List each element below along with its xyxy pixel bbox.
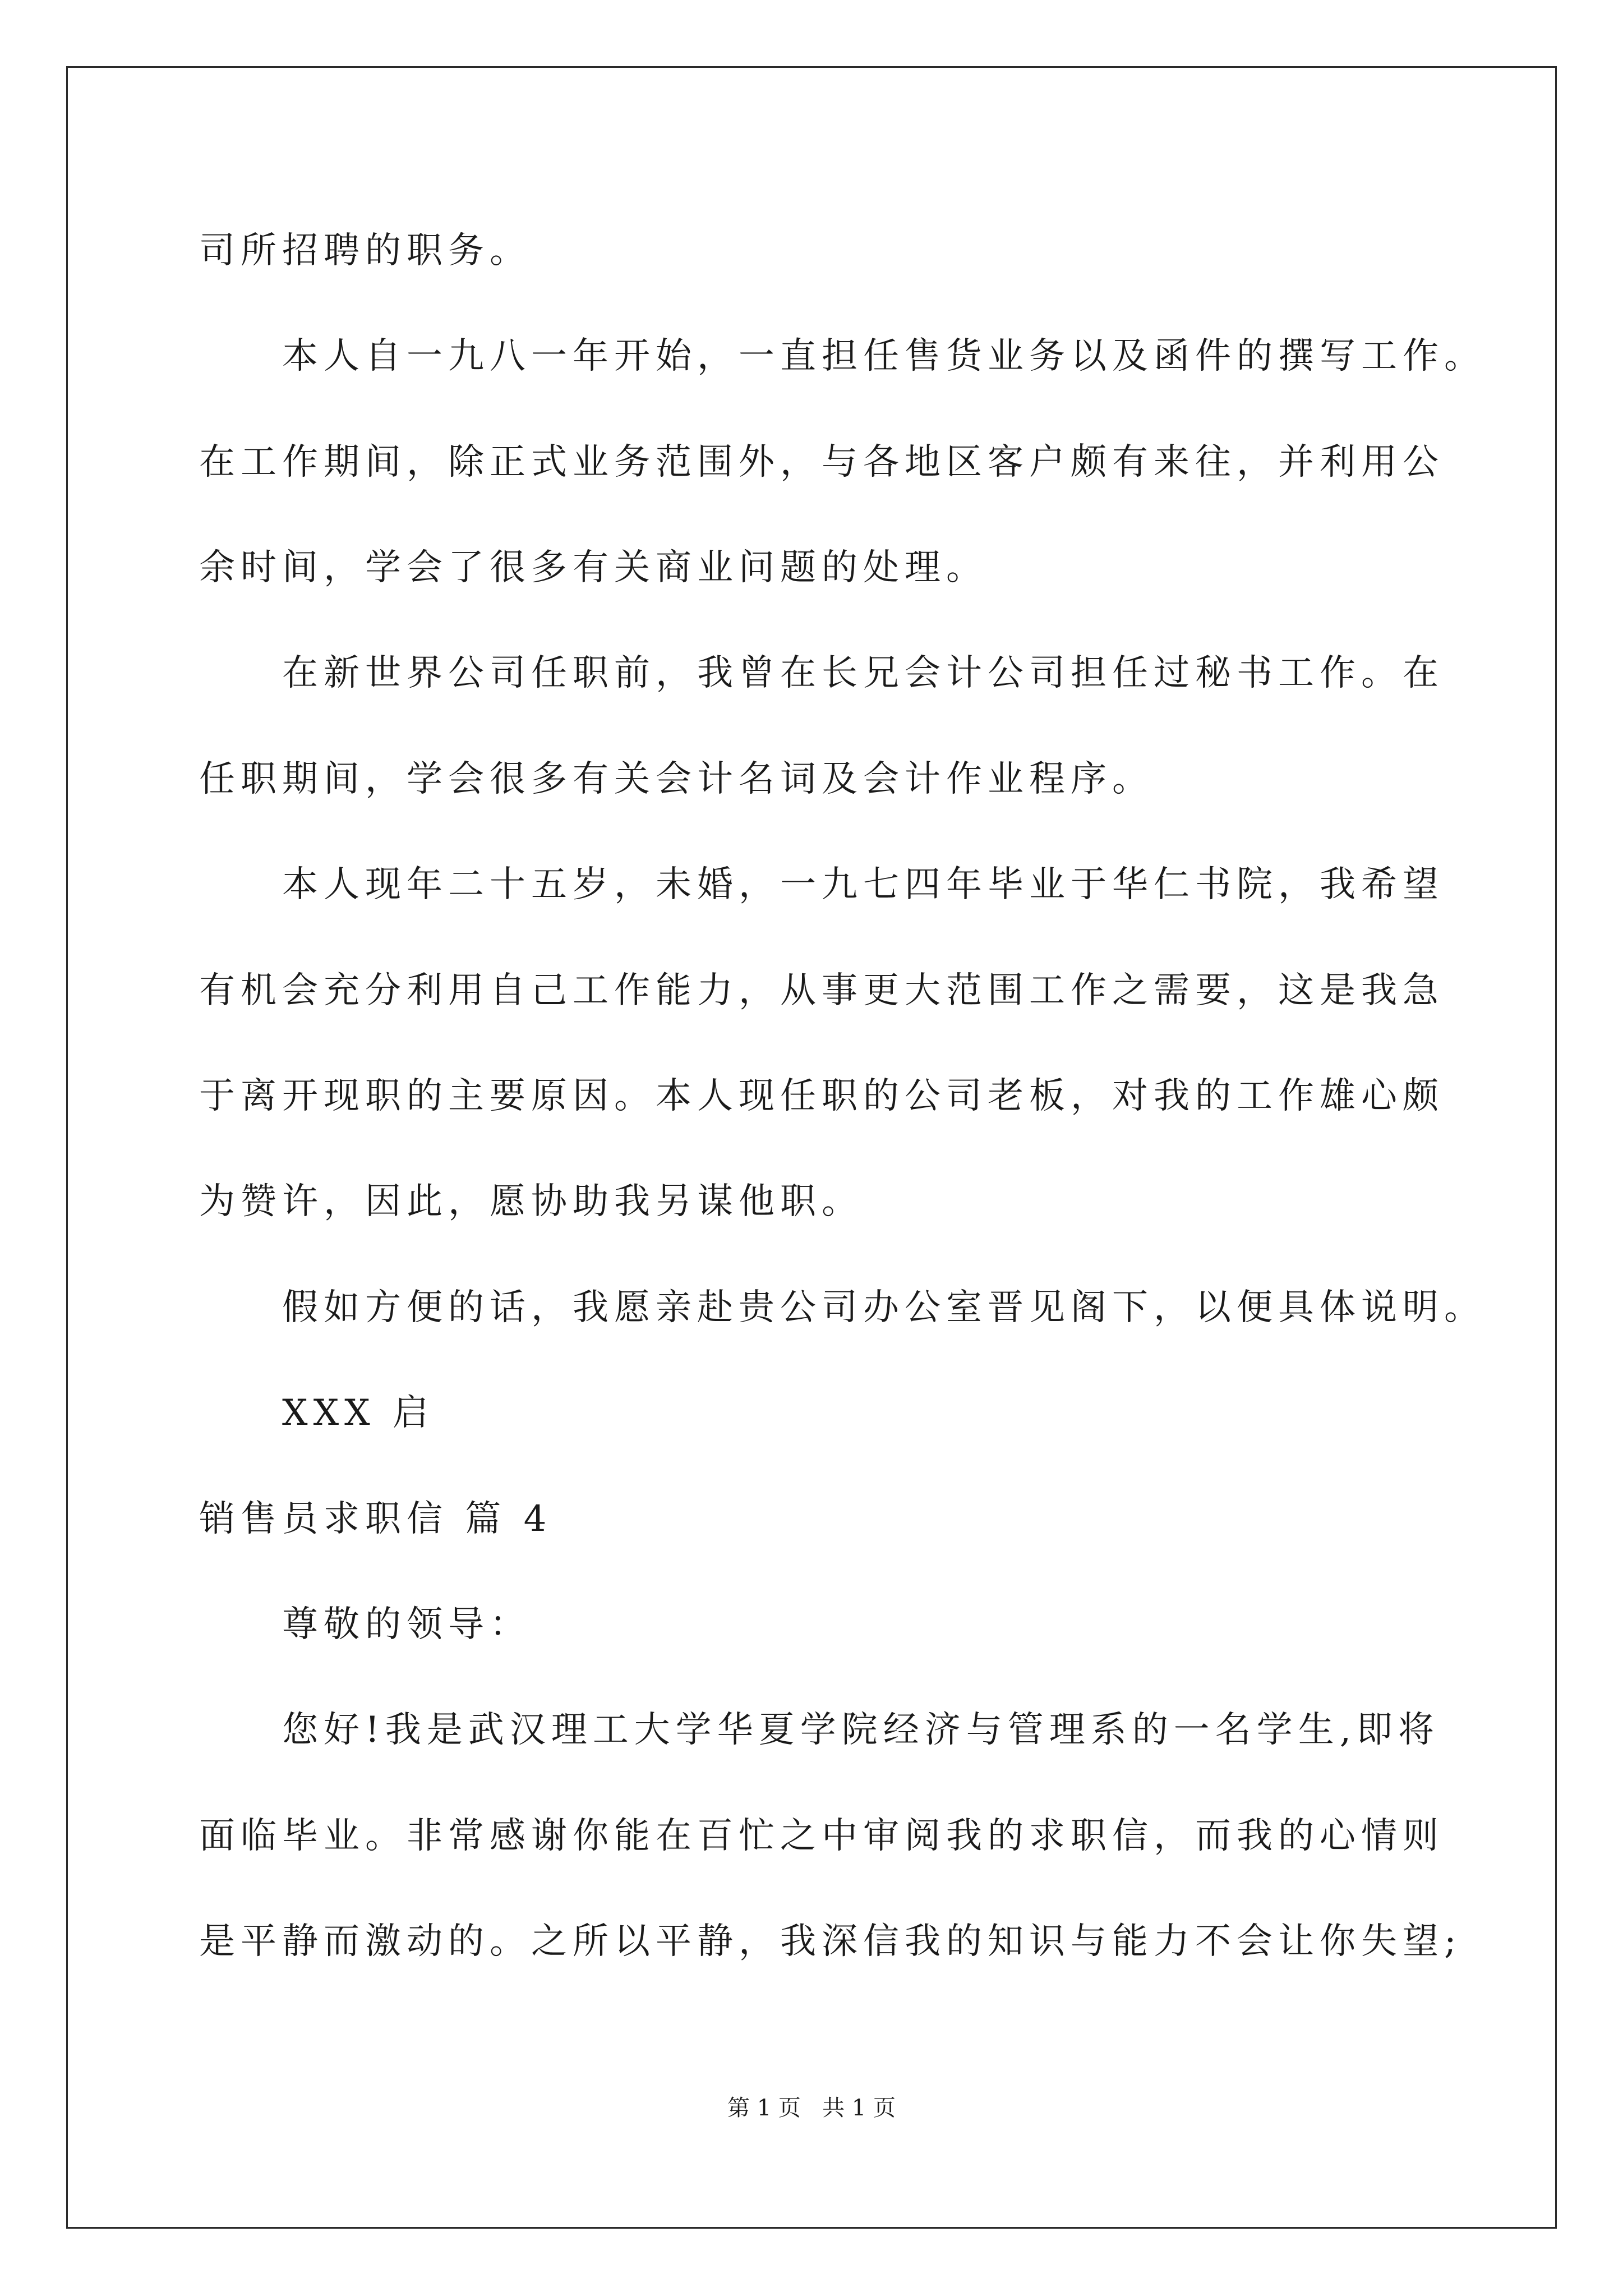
text-line: 余时间，学会了很多有关商业问题的处理。 (199, 547, 988, 588)
section-heading: 销售员求职信 篇 4 (199, 1498, 552, 1540)
text-line: 有机会充分利用自己工作能力，从事更大范围工作之需要，这是我急 (199, 970, 1444, 1011)
text-line: 是平静而激动的。之所以平静，我深信我的知识与能力不会让你失望; (199, 1921, 1462, 1962)
text-line: 您好!我是武汉理工大学华夏学院经济与管理系的一名学生,即将 (282, 1709, 1440, 1751)
text-line: 司所招聘的职务。 (199, 230, 531, 272)
text-line: 为赞许，因此，愿协助我另谋他职。 (199, 1181, 863, 1222)
text-line: 假如方便的话，我愿亲赴贵公司办公室晋见阁下，以便具体说明。 (282, 1287, 1486, 1328)
text-line: 于离开现职的主要原因。本人现任职的公司老板，对我的工作雄心颇 (199, 1075, 1444, 1117)
text-line: 面临毕业。非常感谢你能在百忙之中审阅我的求职信，而我的心情则 (199, 1815, 1444, 1857)
page-footer: 第 1 页 共 1 页 (727, 2095, 896, 2121)
text-line: 在新世界公司任职前，我曾在长兄会计公司担任过秘书工作。在 (282, 652, 1444, 694)
salutation: 尊敬的领导： (282, 1604, 531, 1645)
page-border (66, 66, 1557, 2229)
signature: XXX 启 (282, 1392, 435, 1434)
text-line: 在工作期间，除正式业务范围外，与各地区客户颇有来往，并利用公 (199, 441, 1444, 483)
text-line: 本人自一九八一年开始，一直担任售货业务以及函件的撰写工作。 (282, 335, 1486, 377)
text-line: 任职期间，学会很多有关会计名词及会计作业程序。 (199, 758, 1154, 800)
text-line: 本人现年二十五岁，未婚，一九七四年毕业于华仁书院，我希望 (282, 864, 1444, 905)
